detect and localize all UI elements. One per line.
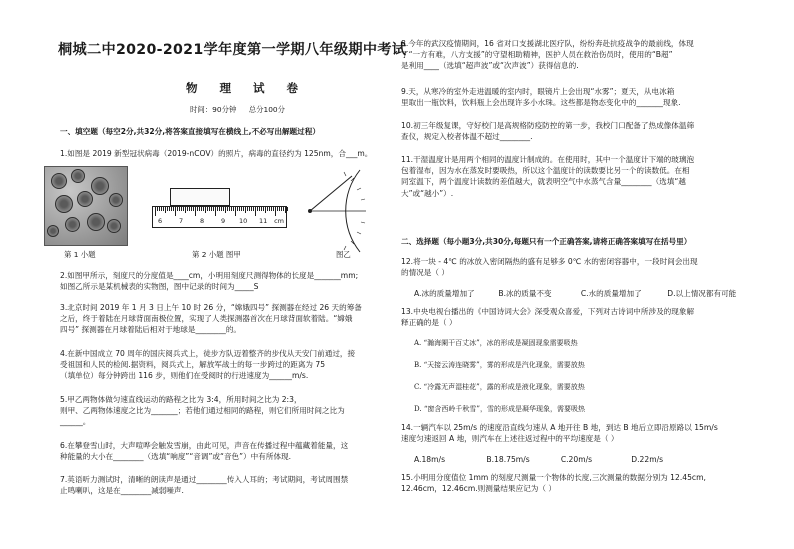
q14-options bbox=[414, 454, 663, 465]
ruler-tick bbox=[237, 207, 238, 211]
ruler-tick bbox=[187, 207, 188, 211]
ruler-tick bbox=[275, 207, 276, 216]
ruler-tick bbox=[213, 207, 214, 211]
ruler-tick bbox=[279, 207, 280, 211]
ruler-tick bbox=[159, 207, 160, 211]
ruler-tick bbox=[177, 207, 178, 211]
ruler-tick bbox=[209, 207, 210, 211]
ruler-number: 6 bbox=[158, 217, 163, 225]
ruler-tick bbox=[271, 207, 272, 211]
ruler-tick bbox=[229, 207, 230, 211]
ruler-tick bbox=[155, 207, 156, 216]
ruler-tick bbox=[247, 207, 248, 211]
ruler-tick bbox=[253, 207, 254, 211]
question-15: 15.小明用分度值位 1mm 的刻度尺测量一个物体的长度,三次测量的数据分别为 12.45cm, 12.46cm，12.46cm.则测量结果应记为（ ） bbox=[401, 473, 706, 494]
q12-option-a[interactable]: A.冰的质量增加了 bbox=[414, 289, 475, 298]
ruler-tick bbox=[173, 207, 174, 211]
ruler-tick bbox=[235, 207, 236, 216]
ruler-tick bbox=[175, 207, 176, 216]
q12-options bbox=[414, 288, 736, 299]
exam-score: 总分100分 bbox=[248, 105, 285, 114]
ruler-tick bbox=[227, 207, 228, 211]
ruler-tick bbox=[231, 207, 232, 211]
ruler-tick bbox=[207, 207, 208, 211]
ruler-tick bbox=[169, 207, 170, 211]
question-9: 9.天，从寒冷的室外走进温暖的室内时，眼镜片上会出现“水雾”；夏天，从电冰箱 里取出一瓶饮料，饮料瓶上会出现许多小水珠。这些都是物态变化中的_______现象. bbox=[401, 87, 681, 108]
ruler-tick bbox=[215, 207, 216, 216]
ruler-tick bbox=[257, 207, 258, 211]
question-6: 6.在攀登雪山时，大声喧哗会触发雪崩，由此可见，声音在传播过程中蕴藏着能量，这 种能量的大小在________（选填“响度”“音调”或“音色”）中有所体现. bbox=[60, 441, 349, 462]
ruler-tick bbox=[263, 207, 264, 211]
ruler-tick bbox=[163, 207, 164, 211]
ruler-tick bbox=[171, 207, 172, 211]
exam-title: 桐城二中2020-2021学年度第一学期八年级期中考试 bbox=[58, 42, 407, 58]
ruler-tick bbox=[189, 207, 190, 211]
ruler-tick bbox=[287, 207, 288, 211]
ruler-tick bbox=[203, 207, 204, 211]
ruler-tick bbox=[179, 207, 180, 211]
ruler-number: 11 bbox=[259, 217, 268, 225]
ruler-tick bbox=[225, 207, 226, 213]
q13-option-c[interactable]: C. “冷露无声湿桂花”，露的形成是液化现象，需要放热 bbox=[414, 383, 585, 391]
ruler-tick bbox=[269, 207, 270, 211]
ruler-tick bbox=[259, 207, 260, 211]
ruler-tick bbox=[201, 207, 202, 211]
q14-option-a[interactable]: A.18m/s bbox=[414, 455, 446, 464]
ruler-tick bbox=[239, 207, 240, 211]
ruler-tick bbox=[285, 207, 286, 213]
ruler-tick bbox=[161, 207, 162, 211]
ruler-number: 8 bbox=[200, 217, 205, 225]
ruler-tick bbox=[197, 207, 198, 211]
ruler-tick bbox=[265, 207, 266, 213]
ruler-tick bbox=[233, 207, 234, 211]
q13-option-a[interactable]: A. “瀚海阑干百丈冰”，冰的形成是凝固现象需要吸热 bbox=[414, 339, 578, 347]
q13-option-b[interactable]: B. “天接云涛连晓雾”，雾的形成是汽化现象，需要放热 bbox=[414, 361, 585, 369]
ruler-tick bbox=[243, 207, 244, 211]
exam-subject: 物 理 试 卷 bbox=[186, 81, 308, 95]
question-7: 7.英语听力测试时，清晰的朗读声是通过________传入人耳的；考试期间，考试周围禁 止鸣喇叭，这是在________减弱噪声. bbox=[60, 475, 349, 496]
q12-option-d[interactable]: D.以上情况都有可能 bbox=[667, 289, 737, 298]
ruler-tick bbox=[193, 207, 194, 211]
q14-option-d[interactable]: D.22m/s bbox=[631, 455, 664, 464]
question-2: 2.如图甲所示，刻度尺的分度值是____cm，小明用刻度尺测得物体的长度是_______mm; 如图乙所示是某机械表的实物图，图中记录的时间为_____S bbox=[60, 271, 359, 292]
question-1: 1.如图是 2019 新型冠状病毒（2019-nCOV）的照片，病毒的直径约为 125nm，合___m。 bbox=[60, 149, 373, 158]
ruler-tick bbox=[205, 207, 206, 213]
q14-option-b[interactable]: B.18.75m/s bbox=[486, 455, 530, 464]
ruler-number: 7 bbox=[179, 217, 184, 225]
ruler-unit: cm bbox=[274, 217, 284, 225]
section1-heading: 一、填空题（每空2分,共32分,将答案直接填写在横线上,不必写出解题过程） bbox=[60, 127, 320, 136]
ruler-tick bbox=[281, 207, 282, 211]
exam-meta bbox=[190, 105, 285, 116]
stopwatch-figure bbox=[304, 166, 374, 256]
question-12: 12.将一块 - 4℃ 的冰放入密闭隔热的盛有足够多 0℃ 水的密闭容器中，一段时间会出现 的情况是（ ） bbox=[401, 257, 698, 278]
ruler-tick bbox=[221, 207, 222, 211]
question-4: 4.在新中国成立 70 周年的国庆阅兵式上，徒步方队迈着整齐的步伐从天安门前通过，接 受祖国和人民的检阅.据资料，阅兵式上，解放军战士的每一步跨过的距离为 75 （填单位）每分钟跨出 116 步，则他们在受阅时的行进速度为______m/s. bbox=[60, 349, 356, 381]
ruler-tick bbox=[165, 207, 166, 213]
ruler-tick bbox=[199, 207, 200, 211]
ruler-number: 9 bbox=[221, 217, 226, 225]
ruler-tick bbox=[277, 207, 278, 211]
q12-option-b[interactable]: B.冰的质量不变 bbox=[498, 289, 552, 298]
ruler-figure bbox=[152, 188, 287, 240]
ruler-tick bbox=[185, 207, 186, 213]
caption-fig1: 第 1 小题 bbox=[64, 250, 96, 259]
exam-time: 时间：90分钟 bbox=[190, 105, 237, 114]
ruler-tick bbox=[267, 207, 268, 211]
ruler-tick bbox=[219, 207, 220, 211]
ruler bbox=[152, 206, 287, 228]
measured-object bbox=[170, 188, 230, 206]
ruler-tick bbox=[183, 207, 184, 211]
ruler-number: 10 bbox=[239, 217, 248, 225]
ruler-tick bbox=[211, 207, 212, 211]
q12-option-c[interactable]: C.水的质量增加了 bbox=[580, 289, 642, 298]
ruler-tick bbox=[157, 207, 158, 211]
ruler-tick bbox=[241, 207, 242, 211]
ruler-tick bbox=[223, 207, 224, 211]
ruler-tick bbox=[283, 207, 284, 211]
ruler-tick bbox=[249, 207, 250, 211]
question-13: 13.中央电视台播出的《中国诗词大会》深受观众喜爱，下列对古诗词中所涉及的现象解 释正确的是（ ） bbox=[401, 307, 695, 328]
ruler-tick bbox=[191, 207, 192, 211]
ruler-tick bbox=[261, 207, 262, 211]
section2-heading: 二、选择题（每小题3分,共30分,每题只有一个正确答案,请将正确答案填写在括号里） bbox=[401, 237, 692, 246]
question-8: 8.今年的武汉疫情期间，16 省对口支援湖北医疗队，纷纷奔赴抗疫战争的最前线，体现 了“一方有难，八方支援”的守望相助精神，医护人员在救治伤员时，使用的“B超” 是利用____（选填“超声波”或“次声波”）获得信息的. bbox=[401, 39, 694, 71]
ruler-tick bbox=[195, 207, 196, 216]
ruler-tick bbox=[245, 207, 246, 213]
question-14: 14.一辆汽车以 25m/s 的速度沿直线匀速从 A 地开往 B 地，到达 B 地后立即沿原路以 15m/s 速度匀速返回 A 地，则汽车在上述往返过程中的平均速度是（ ） bbox=[401, 423, 718, 444]
question-10: 10.初三年级复课，守好校门是高规格防疫防控的第一步，我校门口配备了热成像体温筛 查仪，规定入校者体温不超过________. bbox=[401, 121, 695, 142]
ruler-tick bbox=[251, 207, 252, 211]
question-5: 5.甲乙两物体做匀速直线运动的路程之比为 3:4，所用时间之比为 2:3， 则甲、乙两物体速度之比为_______；若他们通过相同的路程，则它们所用时间之比为 ______。 bbox=[60, 395, 345, 427]
ruler-tick bbox=[167, 207, 168, 211]
virus-photo bbox=[44, 166, 128, 246]
ruler-tick bbox=[181, 207, 182, 211]
caption-fig-a: 第 2 小题 图甲 bbox=[192, 250, 241, 259]
q14-option-c[interactable]: C.20m/s bbox=[560, 455, 593, 464]
ruler-tick bbox=[255, 207, 256, 216]
question-11: 11.干湿温度计是用两个相同的温度计制成的。在使用时，其中一个温度计下端的玻璃泡 包着湿布，因为水在蒸发时要吸热，所以这个温度计的读数要比另一个的读数低。在相 同室温下，两个温度计读数的差值越大，就表明空气中水蒸气含量________（选填“越 大”或“越小”）. bbox=[401, 155, 695, 198]
q13-option-d[interactable]: D. “窗含西岭千秋雪”，雪的形成是凝华现象，需要吸热 bbox=[414, 405, 585, 413]
ruler-tick bbox=[217, 207, 218, 211]
ruler-tick bbox=[273, 207, 274, 211]
caption-fig-b: 图乙 bbox=[336, 250, 351, 259]
question-3: 3.北京时间 2019 年 1 月 3 日上午 10 时 26 分，“嫦娥四号” 探测器在经过 26 天的筹备 之后，终于着陆在月球背面南极位置，实现了人类探测器首次在月球背面软着陆。“嫦娥 四号” 探测器在月球着陆后相对于地球是________的。 bbox=[60, 303, 362, 335]
